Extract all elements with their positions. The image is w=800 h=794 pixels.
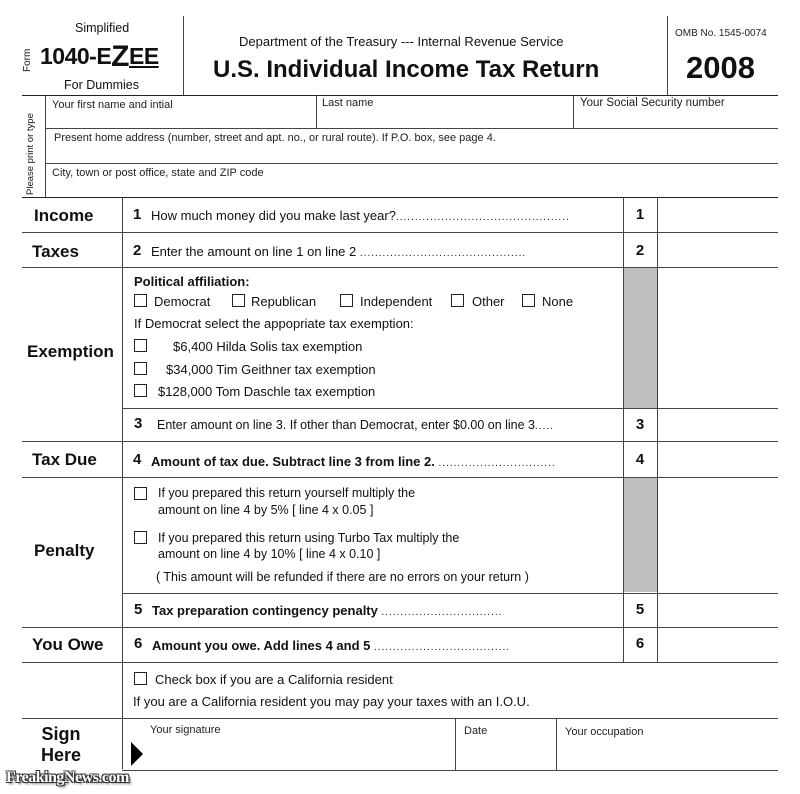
date-field[interactable]: Date: [464, 725, 488, 737]
line-4-number: 4: [133, 451, 142, 468]
section-you-owe: You Owe: [32, 635, 104, 654]
checkbox-turbo-tax[interactable]: [134, 531, 147, 544]
checkbox-california[interactable]: [134, 672, 147, 685]
line-2-text: Enter the amount on line 1 on line 2 ............................................: [151, 244, 527, 259]
checkbox-solis[interactable]: [134, 339, 147, 352]
penalty-option-2-line-2: amount on line 4 by 10% [ line 4 x 0.10 ]: [158, 547, 381, 561]
form-side-label: Form: [22, 48, 33, 72]
line-1-box[interactable]: 1: [635, 206, 645, 223]
signature-field[interactable]: Your signature: [150, 724, 221, 736]
form-number: 1040-EZEE: [40, 40, 159, 73]
first-last-divider: [316, 95, 317, 128]
sign-divider-2: [556, 718, 557, 770]
ssn-field[interactable]: Your Social Security number: [580, 97, 725, 109]
sign-arrow-icon: [131, 742, 143, 766]
sign-bottom-line: [122, 770, 778, 771]
penalty-option-2-line-1: If you prepared this return using Turbo Tax multiply the: [158, 531, 460, 545]
section-tax-due: Tax Due: [32, 450, 97, 469]
label-column-divider: [122, 197, 123, 769]
id-bottom-line: [22, 197, 778, 198]
row-line-exemption-inner: [122, 408, 778, 409]
first-name-field[interactable]: Your first name and intial: [52, 99, 173, 111]
refund-note: ( This amount will be refunded if there are no errors on your return ): [156, 570, 529, 584]
party-democrat: Democrat: [154, 294, 211, 309]
political-affiliation-title: Political affiliation:: [134, 274, 250, 289]
line-4-box[interactable]: 4: [635, 451, 645, 468]
id-left-border: [45, 95, 46, 197]
california-iou-text: If you are a California resident you may pay your taxes with an I.O.U.: [133, 694, 530, 709]
line-6-number: 6: [134, 635, 143, 652]
row-line-taxes: [22, 267, 778, 268]
party-none: None: [542, 294, 574, 309]
exemption-option-geithner: $34,000 Tim Geithner tax exemption: [166, 362, 376, 377]
line-1-text: How much money did you make last year?..............................................: [151, 208, 570, 223]
occupation-field[interactable]: Your occupation: [565, 726, 644, 738]
row-line-taxdue: [22, 477, 778, 478]
line-5-box[interactable]: 5: [635, 601, 645, 618]
form-title: U.S. Individual Income Tax Return: [213, 56, 600, 83]
line-6-text: Amount you owe. Add lines 4 and 5 ....................................: [152, 638, 511, 653]
sign-here-label: Sign Here: [41, 724, 82, 765]
section-penalty: Penalty: [34, 541, 95, 560]
party-republican: Republican: [251, 294, 317, 309]
checkbox-daschle[interactable]: [134, 384, 147, 397]
exemption-option-solis: $6,400 Hilda Solis tax exemption: [173, 339, 363, 354]
penalty-option-1-line-1: If you prepared this return yourself multiply the: [158, 486, 416, 500]
omb-number: OMB No. 1545-0074: [675, 28, 767, 39]
democrat-note: If Democrat select the appopriate tax exemption:: [134, 316, 414, 331]
section-income: Income: [34, 206, 94, 225]
row-line-youowe: [22, 662, 778, 663]
city-field[interactable]: City, town or post office, state and ZIP code: [52, 167, 264, 179]
line-1-number: 1: [133, 206, 142, 223]
row-line-penalty-inner: [122, 593, 778, 594]
exemption-option-daschle: $128,000 Tom Daschle tax exemption: [158, 384, 376, 399]
header-divider-right: [667, 16, 668, 95]
last-name-field[interactable]: Last name: [322, 97, 374, 109]
row-line-income: [22, 232, 778, 233]
checkbox-democrat[interactable]: [134, 294, 147, 307]
last-ssn-divider: [573, 95, 574, 128]
line-2-box[interactable]: 2: [635, 242, 645, 259]
checkbox-none[interactable]: [522, 294, 535, 307]
checkbox-other[interactable]: [451, 294, 464, 307]
sign-divider-1: [455, 718, 456, 770]
shaded-exemption: [624, 268, 657, 408]
shaded-penalty: [624, 477, 657, 592]
simplified-label: Simplified: [75, 21, 130, 35]
section-exemption: Exemption: [27, 342, 114, 361]
form-number-z: Z: [111, 40, 129, 73]
line-2-number: 2: [133, 242, 142, 259]
address-field[interactable]: Present home address (number, street and apt. no., or rural route). If P.O. box, see page 4.: [54, 132, 496, 144]
line-3-box[interactable]: 3: [635, 416, 645, 433]
tax-year: 2008: [686, 50, 755, 85]
party-other: Other: [472, 294, 505, 309]
line-3-number: 3: [134, 415, 143, 432]
california-checkbox-text: Check box if you are a California resident: [155, 672, 393, 687]
header-divider-left: [183, 16, 184, 95]
department-label: Department of the Treasury --- Internal Revenue Service: [239, 34, 564, 49]
id-top-line: [22, 95, 778, 96]
line-3-text: Enter amount on line 3. If other than Democrat, enter $0.00 on line 3.....: [157, 418, 554, 432]
id-line-3: [45, 163, 778, 164]
penalty-option-1-line-2: amount on line 4 by 5% [ line 4 x 0.05 ]: [158, 503, 374, 517]
checkbox-independent[interactable]: [340, 294, 353, 307]
line-6-box[interactable]: 6: [635, 635, 645, 652]
checkbox-self-prepared[interactable]: [134, 487, 147, 500]
checkbox-geithner[interactable]: [134, 362, 147, 375]
section-taxes: Taxes: [32, 242, 79, 261]
row-line-california: [22, 718, 778, 719]
line-5-number: 5: [134, 601, 143, 618]
line-5-text: Tax preparation contingency penalty ................................: [152, 603, 503, 618]
watermark: FreakingNews.com: [6, 769, 129, 786]
row-line-exemption: [22, 441, 778, 442]
please-print-label: Please print or type: [25, 113, 36, 195]
id-line-2: [45, 128, 778, 129]
row-line-penalty: [22, 627, 778, 628]
for-dummies-label: For Dummies: [64, 78, 140, 92]
party-independent: Independent: [360, 294, 433, 309]
line-4-text: Amount of tax due. Subtract line 3 from line 2. ...............................: [151, 454, 556, 469]
form-number-suffix: EE: [129, 43, 159, 69]
checkbox-republican[interactable]: [232, 294, 245, 307]
